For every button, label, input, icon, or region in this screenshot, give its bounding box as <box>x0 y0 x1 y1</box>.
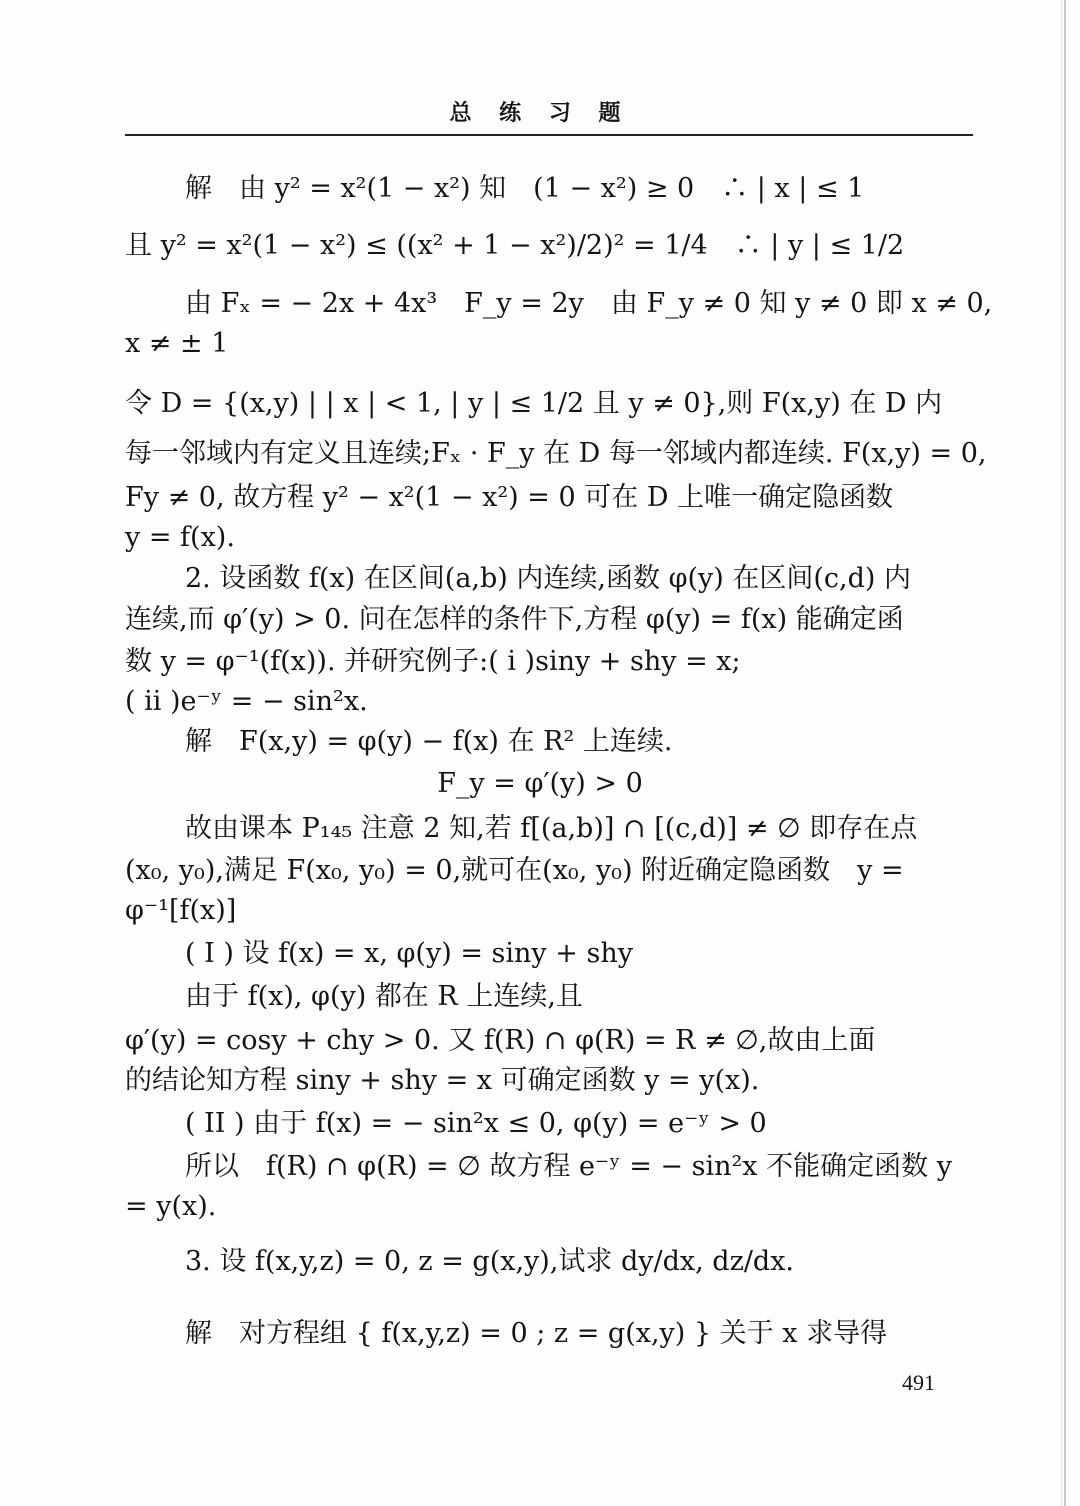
text-line: 每一邻域内有定义且连续;Fₓ · F_y 在 D 每一邻域内都连续. F(x,y) = 0, <box>125 438 987 469</box>
text-line: 由 Fₓ = − 2x + 4x³ F_y = 2y 由 F_y ≠ 0 知 y ≠ 0 即 x ≠ 0, <box>185 288 993 319</box>
text-line: 故由课本 P₁₄₅ 注意 2 知,若 f[(a,b)] ∩ [(c,d)] ≠ ∅ 即存在点 <box>185 813 918 844</box>
text-line: 所以 f(R) ∩ φ(R) = ∅ 故方程 e⁻ʸ = − sin²x 不能确定函数 y <box>185 1151 952 1182</box>
text-line: ( II ) 由于 f(x) = − sin²x ≤ 0, φ(y) = e⁻ʸ > 0 <box>185 1108 767 1139</box>
text-line: φ⁻¹[f(x)] <box>125 895 237 926</box>
page-edge <box>1064 0 1066 1506</box>
text-line: 2. 设函数 f(x) 在区间(a,b) 内连续,函数 φ(y) 在区间(c,d) 内 <box>185 563 912 594</box>
text-line: y = f(x). <box>125 522 235 553</box>
text-line: ( ii )e⁻ʸ = − sin²x. <box>125 686 368 717</box>
page-edge-shadow <box>1061 0 1062 1506</box>
text-line: (x₀, y₀),满足 F(x₀, y₀) = 0,就可在(x₀, y₀) 附近确定隐函数 y = <box>125 855 904 886</box>
page-number: 491 <box>902 1370 935 1395</box>
text-line: 由于 f(x), φ(y) 都在 R 上连续,且 <box>185 981 583 1012</box>
text-line: 且 y² = x²(1 − x²) ≤ ((x² + 1 − x²)/2)² = 1/4 ∴ | y | ≤ 1/2 <box>125 230 905 261</box>
text-line: 连续,而 φ′(y) > 0. 问在怎样的条件下,方程 φ(y) = f(x) 能确定函 <box>125 604 904 635</box>
text-line: ( I ) 设 f(x) = x, φ(y) = siny + shy <box>185 938 633 969</box>
text-line: 的结论知方程 siny + shy = x 可确定函数 y = y(x). <box>125 1065 760 1096</box>
text-line: 数 y = φ⁻¹(f(x)). 并研究例子:( i )siny + shy = x; <box>125 646 741 677</box>
text-line: 解 对方程组 { f(x,y,z) = 0 ; z = g(x,y) } 关于 x 求导得 <box>185 1318 888 1349</box>
text-line: = y(x). <box>125 1191 217 1222</box>
text-line: 解 F(x,y) = φ(y) − f(x) 在 R² 上连续. <box>185 726 673 757</box>
text-line: 令 D = {(x,y) | | x | < 1, | y | ≤ 1/2 且 y ≠ 0},则 F(x,y) 在 D 内 <box>125 388 943 419</box>
text-line: φ′(y) = cosy + chy > 0. 又 f(R) ∩ φ(R) = R ≠ ∅,故由上面 <box>125 1025 876 1056</box>
text-line: F_y = φ′(y) > 0 <box>437 768 643 799</box>
text-line: 3. 设 f(x,y,z) = 0, z = g(x,y),试求 dy/dx, dz/dx. <box>185 1246 795 1277</box>
header-rule <box>125 134 973 136</box>
text-line: Fy ≠ 0, 故方程 y² − x²(1 − x²) = 0 可在 D 上唯一确定隐函数 <box>125 482 894 513</box>
text-line: 解 由 y² = x²(1 − x²) 知 (1 − x²) ≥ 0 ∴ | x | ≤ 1 <box>185 173 865 204</box>
text-line: x ≠ ± 1 <box>125 328 229 359</box>
running-header: 总 练 习 题 <box>449 101 631 126</box>
